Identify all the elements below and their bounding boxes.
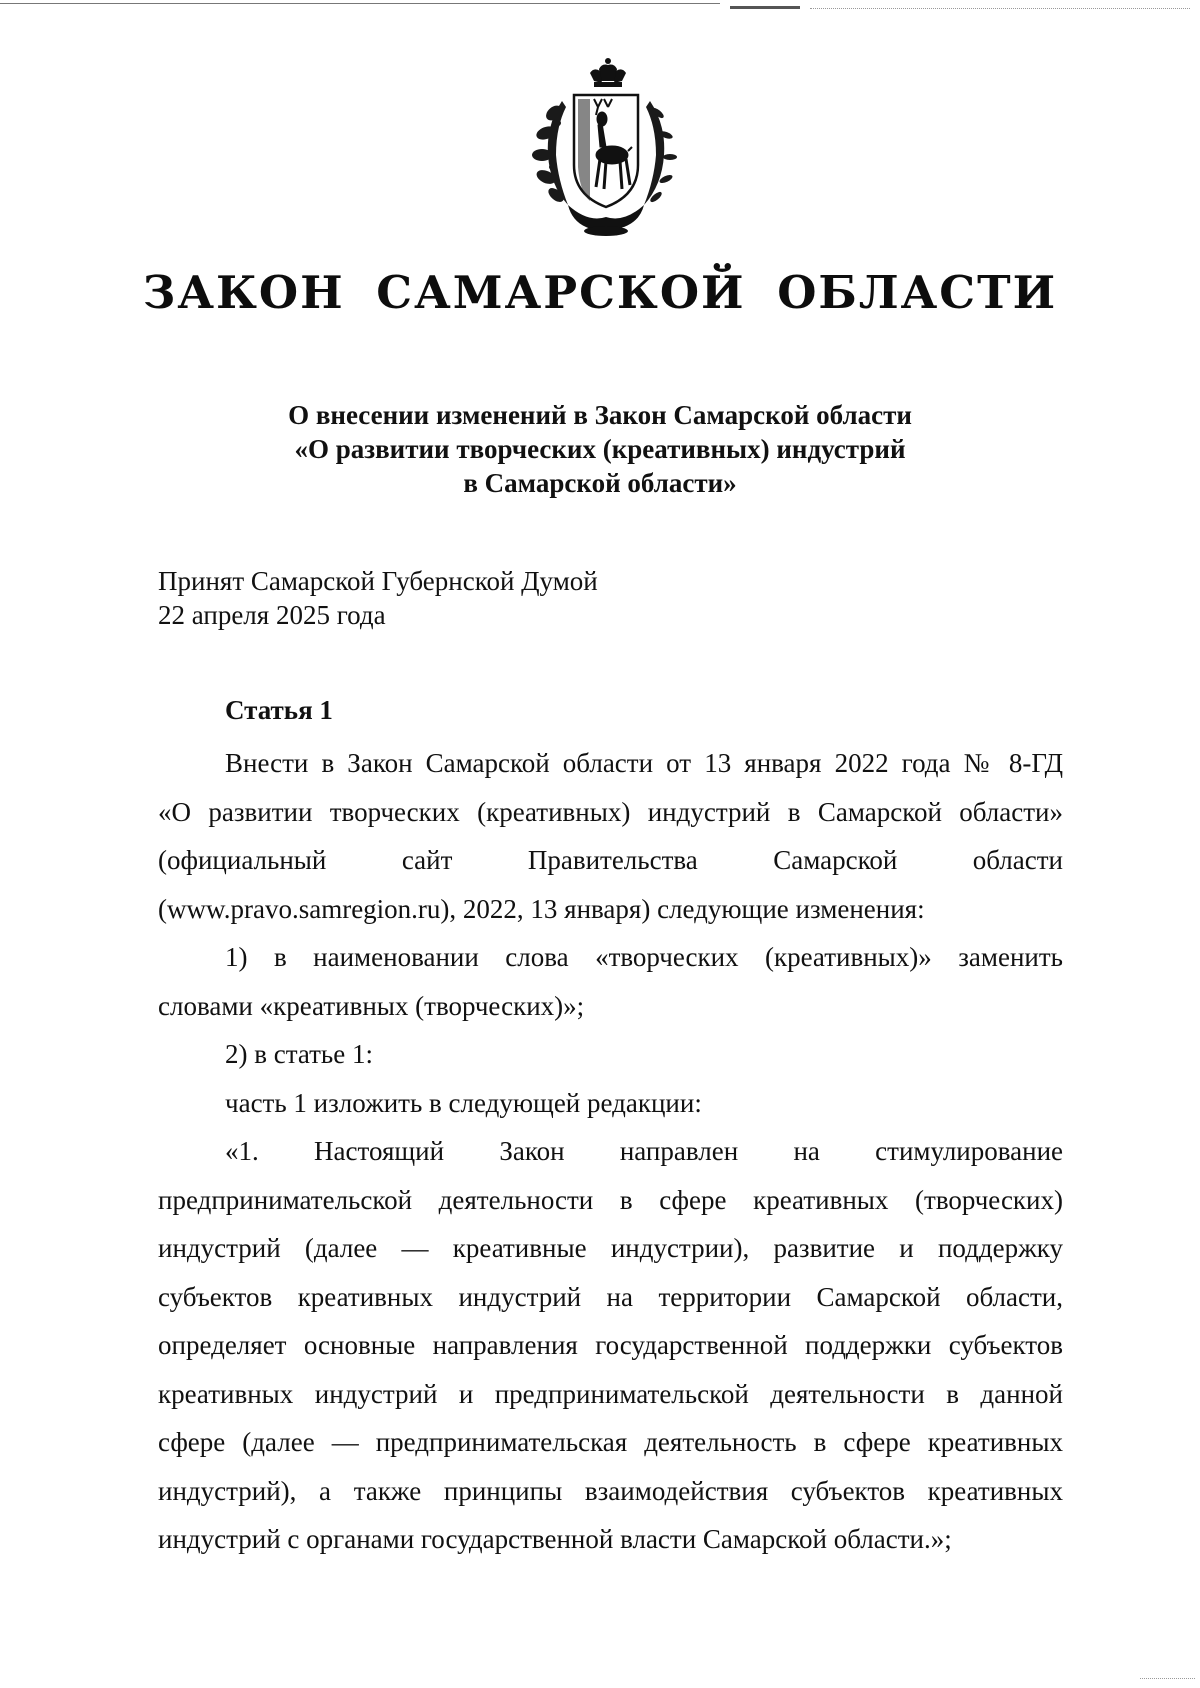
scan-artifact-top bbox=[0, 3, 720, 4]
subtitle-line: О внесении изменений в Закон Самарской области bbox=[288, 400, 912, 430]
article-body bbox=[158, 739, 1063, 1564]
coat-of-arms-emblem bbox=[528, 55, 684, 240]
quote-line: предпринимательской деятельности в сфере креативных (творческих) bbox=[158, 1184, 1063, 1215]
body-line: словами «креативных (творческих)»; bbox=[158, 990, 585, 1021]
scan-artifact-bottom-right bbox=[1140, 1678, 1195, 1679]
subtitle-line: «О развитии творческих (креативных) индустрий bbox=[294, 434, 906, 464]
body-line: 1) в наименовании слова «творческих (креативных)» заменить bbox=[225, 942, 1063, 972]
body-line: (официальный сайт Правительства Самарской области bbox=[158, 845, 1063, 875]
body-line: часть 1 изложить в следующей редакции: bbox=[225, 1087, 702, 1118]
quote-line: субъектов креативных индустрий на территории Самарской области, bbox=[158, 1281, 1063, 1312]
quote-line: индустрий (далее — креативные индустрии), развитие и поддержку bbox=[158, 1233, 1063, 1263]
quote-line: «1. Настоящий Закон направлен на стимулирование bbox=[225, 1136, 1063, 1166]
body-line: (www.pravo.samregion.ru), 2022, 13 января) следующие изменения: bbox=[158, 893, 925, 924]
body-line: «О развитии творческих (креативных) индустрий в Самарской области» bbox=[158, 796, 1063, 827]
adoption-info bbox=[158, 564, 598, 632]
quote-line: определяет основные направления государственной поддержки субъектов bbox=[158, 1330, 1063, 1360]
law-title: ЗАКОН САМАРСКОЙ ОБЛАСТИ bbox=[142, 266, 1058, 319]
law-subtitle bbox=[0, 398, 1200, 500]
body-line: Внести в Закон Самарской области от 13 января 2022 года № 8-ГД bbox=[225, 748, 1063, 778]
quote-line: креативных индустрий и предпринимательской деятельности в данной bbox=[158, 1378, 1063, 1409]
quote-line: индустрий), а также принципы взаимодействия субъектов креативных bbox=[158, 1475, 1063, 1506]
quote-line: индустрий с органами государственной власти Самарской области.»; bbox=[158, 1524, 952, 1554]
quote-line: сфере (далее — предпринимательская деятельность в сфере креативных bbox=[158, 1427, 1063, 1457]
scan-artifact-top-dots bbox=[810, 8, 1190, 9]
subtitle-line: в Самарской области» bbox=[463, 468, 737, 498]
adoption-body: Принят Самарской Губернской Думой bbox=[158, 566, 598, 596]
body-line: 2) в статье 1: bbox=[225, 1039, 373, 1069]
adoption-date: 22 апреля 2025 года bbox=[158, 600, 386, 630]
scan-artifact-top-right bbox=[730, 6, 800, 9]
article-heading: Статья 1 bbox=[225, 695, 333, 725]
